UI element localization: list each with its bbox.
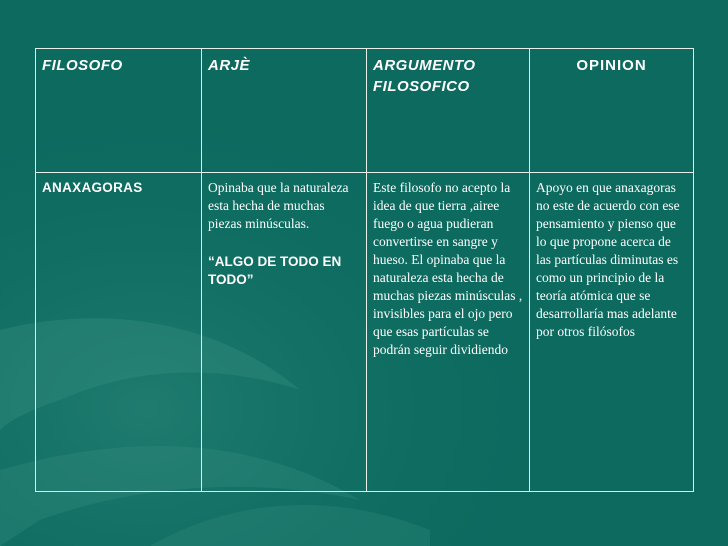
header-argumento-line2: FILOSOFICO — [373, 78, 470, 95]
argumento-text: Este filosofo no acepto la idea de que tierra ,airee fuego o agua pudieran convertirse en sangre y hueso. El opinaba que la naturaleza esta hecha de muchas piezas minúsculas , invisibles para el ojo pero que esas partículas se podrán seguir dividiendo — [373, 180, 523, 357]
philosophy-table — [35, 48, 694, 492]
philosopher-name: ANAXAGORAS — [42, 180, 143, 195]
header-argumento-line1: ARGUMENTO — [373, 57, 476, 74]
table-row — [36, 173, 694, 492]
cell-filosofo — [36, 173, 202, 492]
header-filosofo-cell — [36, 49, 202, 173]
cell-argumento — [367, 173, 530, 492]
header-opinion-cell — [530, 49, 694, 173]
header-arje-cell — [202, 49, 367, 173]
header-arje: ARJÈ — [208, 57, 251, 74]
cell-arje — [202, 173, 367, 492]
header-row — [36, 49, 694, 173]
cell-opinion — [530, 173, 694, 492]
arje-quote: “ALGO DE TODO EN TODO” — [208, 254, 342, 287]
header-filosofo: FILOSOFO — [42, 57, 123, 74]
header-opinion: OPINION — [576, 57, 647, 74]
arje-text: Opinaba que la naturaleza esta hecha de muchas piezas minúsculas. — [208, 180, 349, 231]
header-argumento-cell — [367, 49, 530, 173]
opinion-text: Apoyo en que anaxagoras no este de acuerdo con ese pensamiento y pienso que lo que propone acerca de las partículas diminutas es como un principio de la teoría atómica que se desarrollaría mas adelante por otros filósofos — [536, 180, 680, 339]
